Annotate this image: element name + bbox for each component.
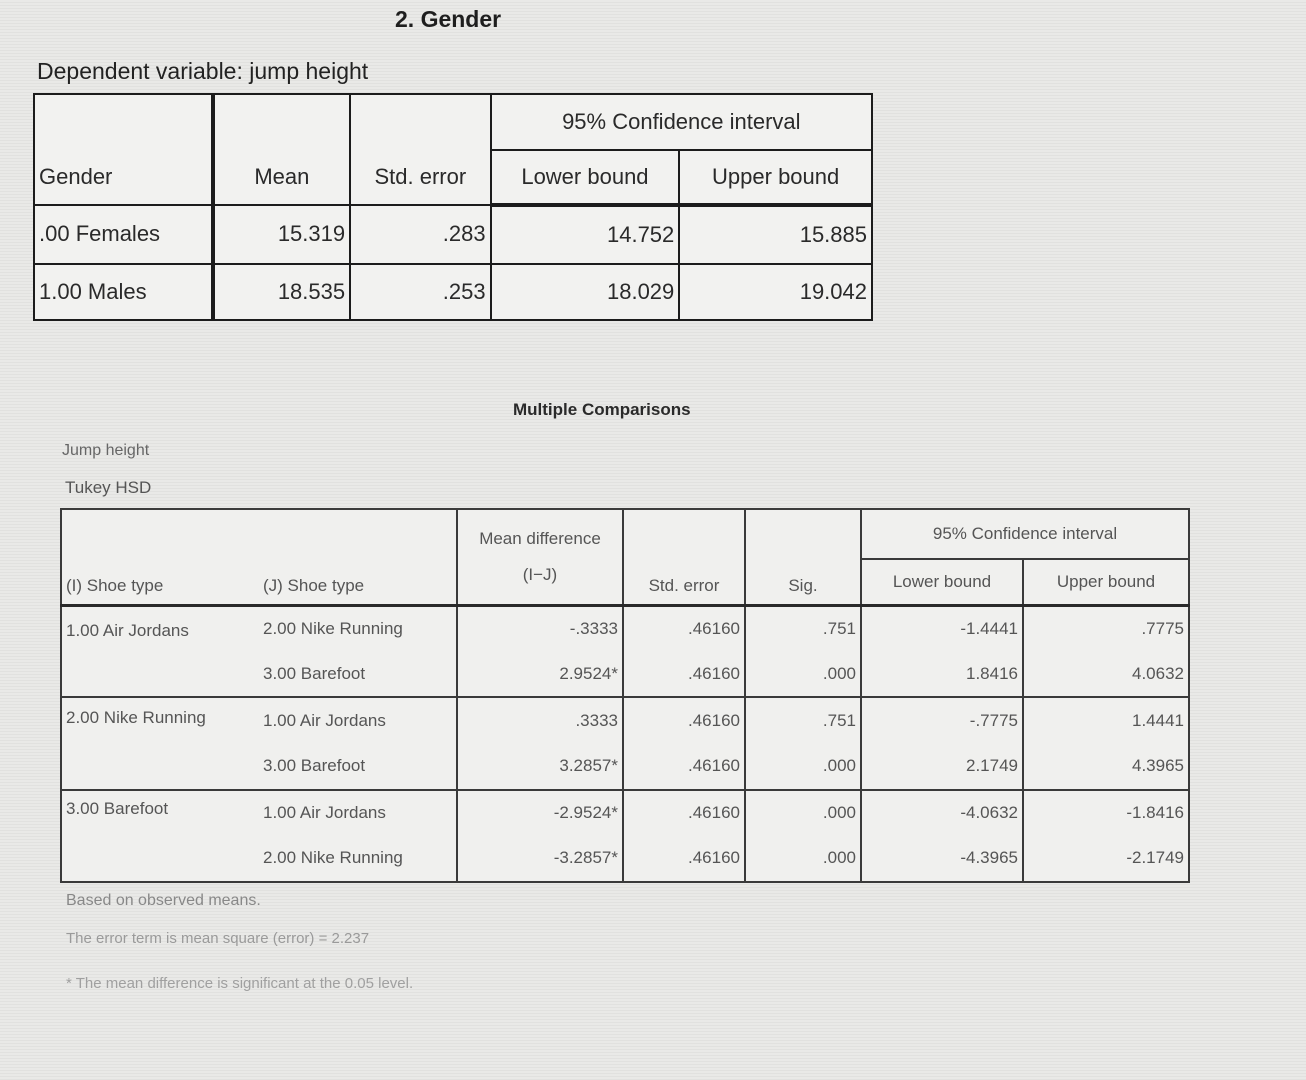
cell-mean-diff: -2.9524* xyxy=(457,790,623,836)
cell-lower: -4.0632 xyxy=(861,790,1023,836)
header-j-shoe: (J) Shoe type xyxy=(259,509,457,605)
dependent-variable-label: Dependent variable: jump height xyxy=(37,58,369,84)
cell-lower: -1.4441 xyxy=(861,605,1023,651)
method-label: Tukey HSD xyxy=(65,478,152,497)
cell-lower: 18.029 xyxy=(491,264,680,321)
multiple-comparisons-table xyxy=(60,508,1190,883)
header-ci: 95% Confidence interval xyxy=(861,509,1189,559)
table-row xyxy=(61,790,1189,836)
cell-lower: 1.8416 xyxy=(861,651,1023,697)
header-i-shoe: (I) Shoe type xyxy=(61,509,259,605)
cell-mean-diff: .3333 xyxy=(457,697,623,743)
cell-std-error: .283 xyxy=(350,205,491,264)
cell-upper: 4.3965 xyxy=(1023,744,1189,790)
cell-std-error: .46160 xyxy=(623,697,745,743)
table-row xyxy=(34,264,872,321)
row-group-label: 1.00 Air Jordans xyxy=(61,605,259,697)
cell-mean-diff: 2.9524* xyxy=(457,651,623,697)
cell-upper: -2.1749 xyxy=(1023,836,1189,882)
cell-j-shoe: 3.00 Barefoot xyxy=(259,744,457,790)
header-mean-difference: Mean difference (I−J) xyxy=(457,509,623,605)
header-upper-bound: Upper bound xyxy=(679,150,872,205)
cell-upper: -1.8416 xyxy=(1023,790,1189,836)
cell-sig: .000 xyxy=(745,651,861,697)
section-title-comparisons: Multiple Comparisons xyxy=(513,400,691,419)
cell-mean: 18.535 xyxy=(213,264,350,321)
header-lower-bound: Lower bound xyxy=(861,559,1023,605)
footnote-error-term: The error term is mean square (error) = 2.237 xyxy=(66,930,370,947)
cell-upper: 15.885 xyxy=(679,205,872,264)
cell-mean: 15.319 xyxy=(213,205,350,264)
cell-j-shoe: 2.00 Nike Running xyxy=(259,836,457,882)
cell-mean-diff: 3.2857* xyxy=(457,744,623,790)
row-label: .00 Females xyxy=(34,205,213,264)
cell-mean-diff: -3.2857* xyxy=(457,836,623,882)
cell-sig: .000 xyxy=(745,790,861,836)
header-upper-bound: Upper bound xyxy=(1023,559,1189,605)
cell-std-error: .46160 xyxy=(623,790,745,836)
cell-upper: 19.042 xyxy=(679,264,872,321)
dependent-label: Jump height xyxy=(62,442,150,459)
cell-upper: 1.4441 xyxy=(1023,697,1189,743)
section-title-gender: 2. Gender xyxy=(395,6,502,32)
header-mean: Mean xyxy=(213,94,350,205)
table-row xyxy=(34,205,872,264)
table-row xyxy=(61,605,1189,651)
cell-sig: .000 xyxy=(745,744,861,790)
table-row xyxy=(61,697,1189,743)
cell-upper: .7775 xyxy=(1023,605,1189,651)
cell-sig: .000 xyxy=(745,836,861,882)
row-group-label: 2.00 Nike Running xyxy=(61,697,259,789)
row-group-label: 3.00 Barefoot xyxy=(61,790,259,882)
cell-j-shoe: 1.00 Air Jordans xyxy=(259,697,457,743)
header-sig: Sig. xyxy=(745,509,861,605)
cell-lower: -4.3965 xyxy=(861,836,1023,882)
cell-mean-diff: -.3333 xyxy=(457,605,623,651)
header-std-error: Std. error xyxy=(623,509,745,605)
header-lower-bound: Lower bound xyxy=(491,150,680,205)
cell-j-shoe: 1.00 Air Jordans xyxy=(259,790,457,836)
cell-lower: 2.1749 xyxy=(861,744,1023,790)
header-ci: 95% Confidence interval xyxy=(491,94,872,150)
footnote-observed-means: Based on observed means. xyxy=(66,892,261,909)
cell-std-error: .46160 xyxy=(623,651,745,697)
cell-lower: -.7775 xyxy=(861,697,1023,743)
row-label: 1.00 Males xyxy=(34,264,213,321)
cell-std-error: .46160 xyxy=(623,744,745,790)
header-std-error: Std. error xyxy=(350,94,491,205)
gender-means-table xyxy=(33,93,873,321)
cell-std-error: .253 xyxy=(350,264,491,321)
cell-sig: .751 xyxy=(745,605,861,651)
cell-upper: 4.0632 xyxy=(1023,651,1189,697)
cell-j-shoe: 2.00 Nike Running xyxy=(259,605,457,651)
cell-std-error: .46160 xyxy=(623,836,745,882)
cell-j-shoe: 3.00 Barefoot xyxy=(259,651,457,697)
header-gender: Gender xyxy=(34,94,213,205)
footnote-significance: * The mean difference is significant at the 0.05 level. xyxy=(66,975,414,992)
cell-sig: .751 xyxy=(745,697,861,743)
cell-lower: 14.752 xyxy=(491,205,680,264)
cell-std-error: .46160 xyxy=(623,605,745,651)
